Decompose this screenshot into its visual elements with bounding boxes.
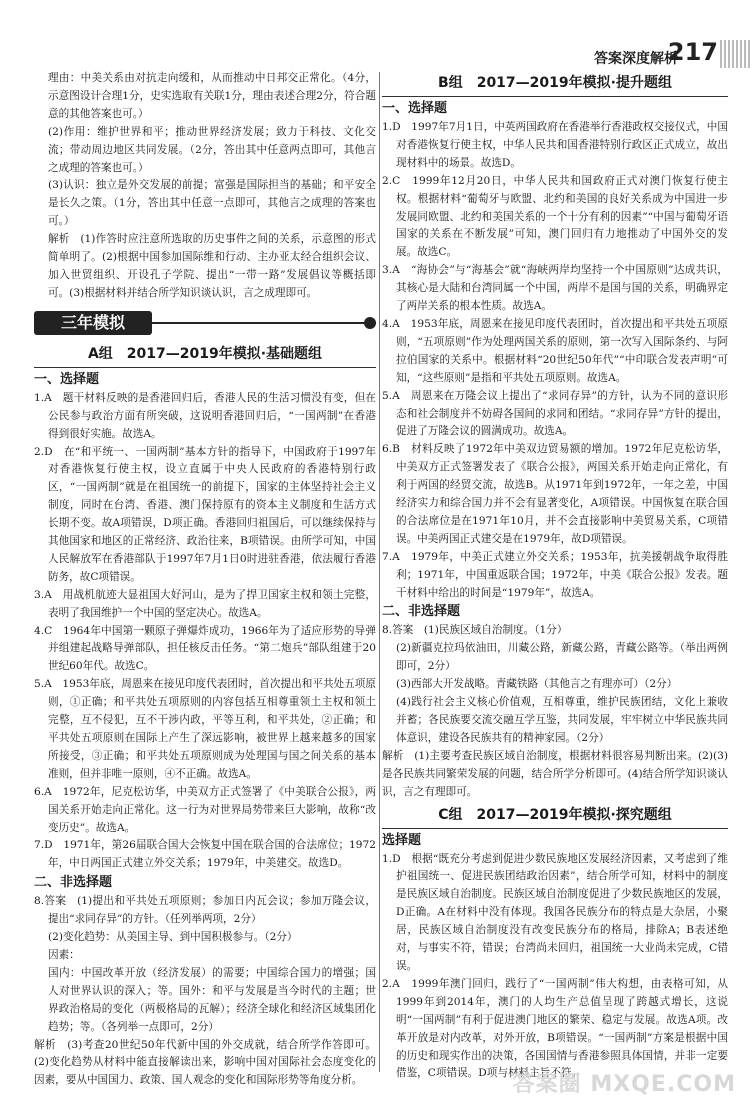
answer-item: 6.A 1972年，尼克松访华，中美双方正式签署了《中美联合公报》，两国关系开始走向正常化。这一行为对世界局势带来巨大影响，故称“改变历史”。故选A。 — [34, 785, 376, 834]
header-decoration — [720, 40, 750, 68]
answer-item: 4.A 1953年底，周恩来在接见印度代表团时，首次提出和平共处五项原则，“五项原则”作为处理两国关系的原则，第一次写入国际条约、与阿拉伯国家的关系中。根据材料“20世纪50年代”“中印联合发表声明”可知，“这些原则”是指和平共处五项原则。故选A。 — [382, 317, 728, 384]
banner-label: 三年模拟 — [34, 311, 152, 335]
answer-analysis: 解析 (3)考查20世纪50年代新中国的外交成就，结合所学作答即可。(2)变化趋势从材料中能直接解读出来，影响中国对国际社会态度变化的因素，要从中国国力、政策、国人观念的变化和国际形势等角度分析。 — [34, 1038, 376, 1087]
answer-item: 2.A 1999年澳门回归，践行了“一国两制”伟大构想，由表格可知，从1999年到2014年，澳门的人均生产总值呈现了跨越式增长，这说明“一国两制”有利于促进澳门地区的繁荣、稳定与发展。故选A项。改革开放是对内改革，对外开放，B项错误。“一国两制”方案是根据中国的历史和现实作出的决策，各国国情与香港参照具体国情，并非一定要借鉴，C项错误。D项与材料主旨不符。 — [382, 977, 728, 1080]
answer-item: (2)变化趋势：从美国主导、到中国积极参与。（2分） — [48, 931, 298, 944]
answer-item: 5.A 1953年底，周恩来在接见印度代表团时，首次提出和平共处五项原则，①正确；和平共处五项原则的内容包括互相尊重领土主权和领土完整，互不侵犯，互不干涉内政，平等互利，和平共处，②正确；和平共处五项原则在国际上产生了深远影响，被世界上越来越多的国家所接受，③正确；和平共处五项原则成为处理国与国之间关系的基本准则，但并非唯一原则，④不正确。故选A。 — [34, 678, 376, 780]
banner-dot-icon — [364, 317, 376, 329]
answer-item: (2)新疆克拉玛依油田，川藏公路，新藏公路，青藏公路等。（举出两例即可，2分） — [396, 642, 728, 673]
group-b-title: B组 2017—2019年模拟·提升题组 — [382, 72, 728, 97]
intro-analysis: 解析 (1)作答时应注意所选取的历史事件之间的关系，示意图的形式简单明了。(2)根据中国参加国际维和行动、主办亚太经合组织会议、加入世贸组织、开设孔子学院、提出“一带一路”发展倡议等概括即可。(3)根据材料并结合所学知识谈认识，言之成理即可。 — [48, 233, 376, 299]
section-heading: 二、非选择题 — [382, 604, 461, 620]
answer-item: 4.C 1964年中国第一颗原子弹爆炸成功，1966年为了适应形势的导弹并组建起战略导弹部队，担任核反击任务。“第二炮兵”部队组建于20世纪60年代。故选C。 — [34, 624, 376, 673]
answer-item: 3.A “海协会”与“海基会”就“海峡两岸均坚持一个中国原则”达成共识，其核心是大陆和台湾同属一个中国，两岸不是国与国的关系，明确界定了两岸关系的根本性质。故选A。 — [382, 264, 728, 313]
answer-item: 国内：中国改革开放（经济发展）的需要；中国综合国力的增强；国人对世界认识的深入；等。国外：和平与发展是当今时代的主题；世界政治格局的变化（两极格局的瓦解）；经济全球化和经济区域集团化趋势；等。（各列举一点即可，2分） — [48, 966, 376, 1033]
watermark: 答案圈 MXQE.COM — [512, 1072, 736, 1097]
page-header — [0, 0, 750, 67]
section-banner — [34, 309, 376, 337]
answer-item: (4)践行社会主义核心价值观，互相尊重，维护民族团结，文化上兼收并蓄；各民族要交流交融互学互鉴，共同发展，牢牢树立中华民族共同体意识，建设各民族共有的精神家园。（2分） — [396, 696, 728, 744]
intro-para: (3)认识：独立是外交发展的前提；富强是国际担当的基础；和平安全是长久之策。（1分，答出其中任意一点即可，其他言之成理的答案也可。） — [48, 179, 376, 228]
banner-line — [152, 322, 376, 324]
page-number: 217 — [667, 38, 718, 66]
answer-analysis: 解析 (1)主要考查民族区域自治制度，根据材料很容易判断出来。(2)(3)是各民族共同繁荣发展的问题，结合所学分析即可。(4)结合所学知识谈认识，言之有理即可。 — [382, 749, 728, 798]
section-heading: 一、选择题 — [382, 101, 448, 116]
answer-item: 1.D 根据“既充分考虑到促进少数民族地区发展经济因素，又考虑到了维护祖国统一、促进民族团结政治因素”，结合所学可知，材料中的制度是民族区域自治制度。民族区域自治制度促进了少数民族地区的发展，D正确。A在材料中没有体现。我国各民族分布的特点是大杂居，小聚居，民族区域自治制度没有改变民族分布的格局，排除A；B表述绝对，与事实不符，错误；台湾尚未回归，祖国统一大业尚未完成，C错误。 — [382, 852, 728, 972]
section-heading: 二、非选择题 — [34, 875, 113, 891]
answer-item: 5.A 周恩来在万隆会议上提出了“求同存异”的方针，认为不同的意识形态和社会制度并不妨碍各国间的求同和团结。“求同存异”方针的提出，促进了万隆会议的圆满成功。故选A。 — [382, 389, 728, 438]
answer-item: (3)西部大开发战略。青藏铁路（其他言之有理亦可）（2分） — [396, 678, 678, 691]
answer-item: 7.A 1979年，中美正式建立外交关系；1953年，抗美援朝战争取得胜利；1971年，中国重返联合国；1972年，中美《联合公报》发表。题干材料中给出的时间是“1979年”，故选A。 — [382, 550, 728, 599]
answer-item: 8.答案 (1)提出和平共处五项原则；参加日内瓦会议；参加万隆会议，提出“求同存异”的方针。（任列举两项，2分） — [34, 895, 376, 926]
section-heading: 选择题 — [382, 832, 422, 848]
answer-item: 1.A 题干材料反映的是香港回归后，香港人民的生活习惯没有变，但在公民参与政治方面有所突破，这说明香港回归后，“一国两制”在香港得到很好实施。故选A。 — [34, 391, 376, 440]
section-heading: 一、选择题 — [34, 371, 100, 387]
intro-para: (2)作用：维护世界和平；推动世界经济发展；致力于科技、文化交流；带动周边地区共同发展。（2分，答出其中任意两点即可，其他言之成理的答案也可。） — [48, 125, 376, 174]
answer-item: 2.C 1999年12月20日，中华人民共和国政府正式对澳门恢复行使主权。根据材料“葡萄牙与欧盟、北约和美国的良好关系成为中国进一步发展同欧盟、北约和美国关系的一个十分有利的因素”“中国与葡萄牙语国家的关系在不断发展”可知，澳门回归有力地推动了中国外交的发展。故选C。 — [382, 174, 728, 259]
answer-item: 3.A 用战机航迹大显祖国大好河山，是为了捍卫国家主权和领土完整，表明了我国维护一个中国的坚定决心。故选A。 — [34, 588, 376, 619]
answer-item: 7.D 1971年，第26届联合国大会恢复中国在联合国的合法席位；1972年，中日两国正式建立外交关系；1979年，中美建交。故选D。 — [34, 839, 376, 870]
answer-item: 因素： — [48, 948, 80, 961]
intro-para: 理由：中美关系由对抗走向缓和，从而推动中日邦交正常化。（4分，示意图设计合理1分，史实选取有关联1分，理由表述合理2分，符合题意的其他答案也可。） — [48, 72, 376, 120]
group-c-title: C组 2017—2019年模拟·探究题组 — [382, 804, 728, 829]
answer-item: 8.答案 (1)民族区域自治制度。（1分） — [382, 624, 568, 637]
answer-item: 1.D 1997年7月1日，中英两国政府在香港举行香港政权交接仪式，中国对香港恢复行使主权，中华人民共和国香港特别行政区正式成立，故出现材料中的场景。故选D。 — [382, 121, 728, 169]
answer-item: 6.B 材料反映了1972年中美双边贸易额的增加。1972年尼克松访华，中美双方正式签署发表了《联合公报》，两国关系开始走向正常化，有利于两国的经贸交流，故选B。从1971年到1972年，一年之差，中国经济实力和综合国力并不会有显著变化，A项错误。中国恢复在联合国的合法席位是在1971年10月，并不会直接影响中美贸易关系，C项错误。中美两国正式建交是在1979年，故D项错误。 — [382, 443, 728, 545]
header-title: 答案深度解析 — [594, 51, 678, 67]
group-a-title: A组 2017—2019年模拟·基础题组 — [34, 343, 376, 368]
answer-item: 2.D 在“和平统一、一国两制”基本方针的指导下，中国政府于1997年对香港恢复行使主权，设立直属于中央人民政府的香港特别行政区，“一国两制”就是在祖国统一的前提下，国家的主体坚持社会主义制度，同时在台湾、香港、澳门保持原有的资本主义制度和生活方式长期不变。故A项错误，D项正确。香港回归祖国后，可以继续保持与其他国家和地区的正常经济、政治往来，B项错误。由所学可知，中国人民解放军在香港部队于1997年7月1日0时进驻香港，依法履行香港防务，故C项错误。 — [34, 445, 376, 583]
left-column — [34, 70, 376, 1090]
right-column — [382, 70, 728, 1083]
column-divider — [379, 72, 380, 1072]
